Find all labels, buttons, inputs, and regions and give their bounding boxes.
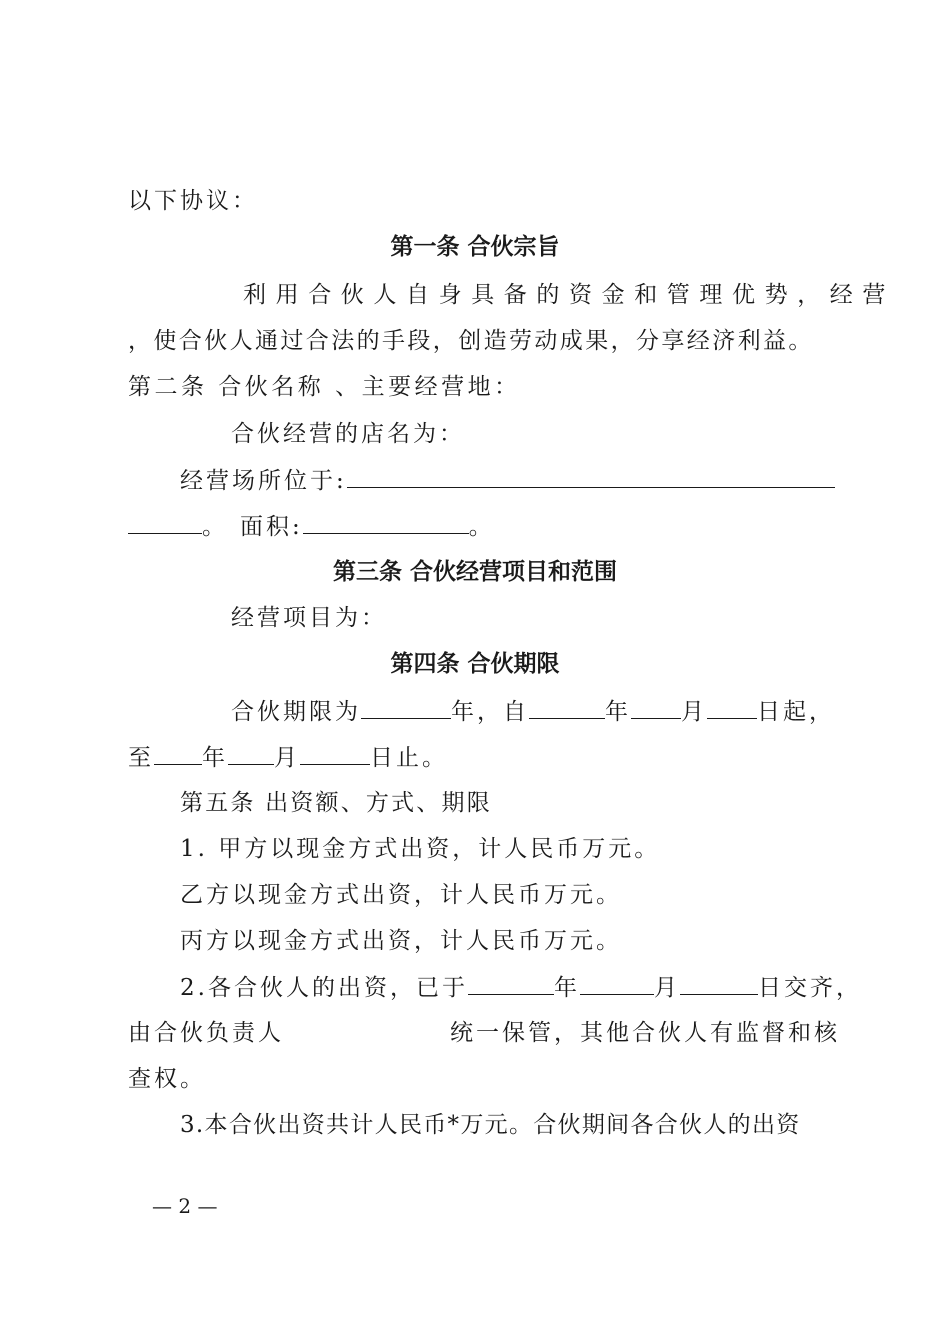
article2-heading: 第二条 合伙名称 、主要经营地： xyxy=(128,374,521,400)
paid-year-blank xyxy=(468,972,554,995)
item2-prefix: 2.各合伙人的出资，已于 xyxy=(180,975,468,1001)
end-day-blank xyxy=(300,742,370,765)
year-text: 年 xyxy=(202,745,228,771)
paid-month-blank xyxy=(580,972,654,995)
end-year-blank xyxy=(154,742,202,765)
intro-line xyxy=(128,186,258,216)
area-blank xyxy=(303,511,469,534)
area-label: 面积: xyxy=(240,514,303,540)
article5-item1-b: 乙方以现金方式出资，计人民币万元。 xyxy=(180,882,622,908)
start-year-blank xyxy=(529,696,605,719)
article4-term-line xyxy=(231,696,835,727)
end-month-blank xyxy=(228,742,274,765)
article2-location-line xyxy=(180,465,835,496)
paid-day-blank xyxy=(680,972,758,995)
month-text: 月 xyxy=(653,975,680,1001)
to-text: 至 xyxy=(128,745,154,771)
term-prefix: 合伙期限为 xyxy=(231,699,361,725)
month-text: 月 xyxy=(681,699,707,725)
article1-line1: 利用合伙人自身具备的资金和管理优势，经营 xyxy=(243,282,895,308)
day-end-text: 日止。 xyxy=(370,745,448,771)
intro-text: 以下协议： xyxy=(128,188,258,214)
article2-area-line xyxy=(128,511,495,542)
year-text: 年 xyxy=(451,699,477,725)
article1-line2: ，使合伙人通过合法的手段，创造劳动成果，分享经济利益。 xyxy=(128,328,814,354)
year-text: 年 xyxy=(605,699,631,725)
period: 。 xyxy=(202,514,228,540)
article5-item1-c: 丙方以现金方式出资，计人民币万元。 xyxy=(180,928,622,954)
article3-heading: 第三条 合伙经营项目和范围 xyxy=(332,558,617,585)
period: 。 xyxy=(468,514,495,540)
article2-store-name: 合伙经营的店名为： xyxy=(231,421,465,447)
from-text: ，自 xyxy=(477,699,529,725)
paid-day-text: 日交齐， xyxy=(757,975,862,1001)
article5-heading: 第五条 出资额、方式、期限 xyxy=(180,790,492,816)
manager-rest: 统一保管，其他合伙人有监督和核 xyxy=(450,1020,840,1046)
page-number: — 2 — xyxy=(152,1194,218,1218)
article4-heading: 第四条 合伙期限 xyxy=(390,650,560,677)
article5-item2-line2 xyxy=(128,1018,840,1048)
start-month-blank xyxy=(631,696,681,719)
year-text: 年 xyxy=(553,975,580,1001)
location-blank xyxy=(347,465,835,488)
location-blank-continued xyxy=(128,511,202,534)
start-day-blank xyxy=(707,696,757,719)
article5-item2-line1 xyxy=(180,972,862,1003)
manager-label: 由合伙负责人 xyxy=(128,1020,284,1046)
article4-end-line xyxy=(128,742,448,773)
article1-heading: 第一条 合伙宗旨 xyxy=(390,233,560,260)
term-years-blank xyxy=(361,696,451,719)
day-start-text: 日起， xyxy=(757,699,835,725)
month-text: 月 xyxy=(274,745,300,771)
article5-item2-line3: 查权。 xyxy=(128,1066,206,1092)
article5-item3: 3.本合伙出资共计人民币*万元。合伙期间各合伙人的出资 xyxy=(180,1112,801,1138)
article5-item1-a: 1. 甲方以现金方式出资，计人民币万元。 xyxy=(180,836,661,862)
location-label: 经营场所位于: xyxy=(180,468,347,494)
article3-project: 经营项目为： xyxy=(231,605,387,631)
